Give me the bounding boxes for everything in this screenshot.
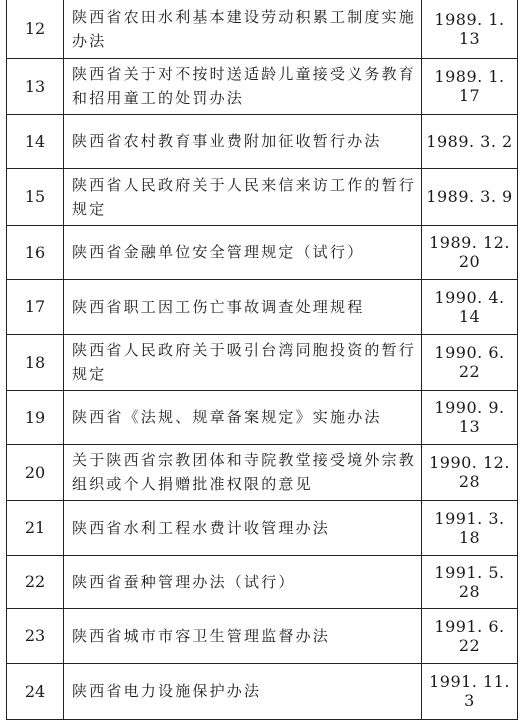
regulation-title: 关于陕西省宗教团体和寺院教堂接受境外宗教组织或个人捐赠批准权限的意见 — [64, 444, 422, 500]
issue-date: 1991. 6. 22 — [422, 608, 518, 663]
regulation-title: 陕西省人民政府关于人民来信来访工作的暂行规定 — [64, 168, 422, 225]
regulation-title: 陕西省电力设施保护办法 — [64, 663, 422, 719]
table-row — [7, 334, 518, 390]
issue-date: 1991. 11. 3 — [422, 663, 518, 719]
regulation-title: 陕西省职工因工伤亡事故调查处理规程 — [64, 279, 422, 334]
regulation-title: 陕西省关于对不按时送适龄儿童接受义务教育和招用童工的处罚办法 — [64, 58, 422, 114]
table-row — [7, 0, 518, 58]
table-row — [7, 279, 518, 334]
row-number: 15 — [7, 168, 64, 225]
table-row — [7, 58, 518, 114]
table-row — [7, 225, 518, 279]
row-number: 24 — [7, 663, 64, 719]
table-row — [7, 168, 518, 225]
row-number: 14 — [7, 114, 64, 168]
regulation-title: 陕西省蚕种管理办法（试行） — [64, 555, 422, 608]
issue-date: 1990. 6. 22 — [422, 334, 518, 390]
issue-date: 1989. 1. 13 — [422, 0, 518, 58]
issue-date: 1990. 12. 28 — [422, 444, 518, 500]
row-number: 18 — [7, 334, 64, 390]
row-number: 19 — [7, 390, 64, 444]
row-number: 12 — [7, 0, 64, 58]
issue-date: 1990. 4. 14 — [422, 279, 518, 334]
issue-date: 1989. 1. 17 — [422, 58, 518, 114]
issue-date: 1989. 3. 2 — [422, 114, 518, 168]
regulation-title: 陕西省农村教育事业费附加征收暂行办法 — [64, 114, 422, 168]
regulation-title: 陕西省金融单位安全管理规定（试行） — [64, 225, 422, 279]
table-row — [7, 663, 518, 719]
table-row — [7, 500, 518, 555]
row-number: 16 — [7, 225, 64, 279]
issue-date: 1991. 5. 28 — [422, 555, 518, 608]
row-number: 20 — [7, 444, 64, 500]
issue-date: 1989. 3. 9 — [422, 168, 518, 225]
issue-date: 1989. 12. 20 — [422, 225, 518, 279]
table-row — [7, 390, 518, 444]
issue-date: 1990. 9. 13 — [422, 390, 518, 444]
row-number: 13 — [7, 58, 64, 114]
row-number: 17 — [7, 279, 64, 334]
table-row — [7, 114, 518, 168]
table-row — [7, 608, 518, 663]
table-row — [7, 555, 518, 608]
row-number: 22 — [7, 555, 64, 608]
regulation-title: 陕西省人民政府关于吸引台湾同胞投资的暂行规定 — [64, 334, 422, 390]
row-number: 21 — [7, 500, 64, 555]
table-row — [7, 444, 518, 500]
regulation-title: 陕西省《法规、规章备案规定》实施办法 — [64, 390, 422, 444]
row-number: 23 — [7, 608, 64, 663]
regulation-title: 陕西省城市市容卫生管理监督办法 — [64, 608, 422, 663]
regulation-title: 陕西省水利工程水费计收管理办法 — [64, 500, 422, 555]
regulation-title: 陕西省农田水利基本建设劳动积累工制度实施办法 — [64, 0, 422, 58]
regulations-table — [6, 0, 518, 720]
issue-date: 1991. 3. 18 — [422, 500, 518, 555]
